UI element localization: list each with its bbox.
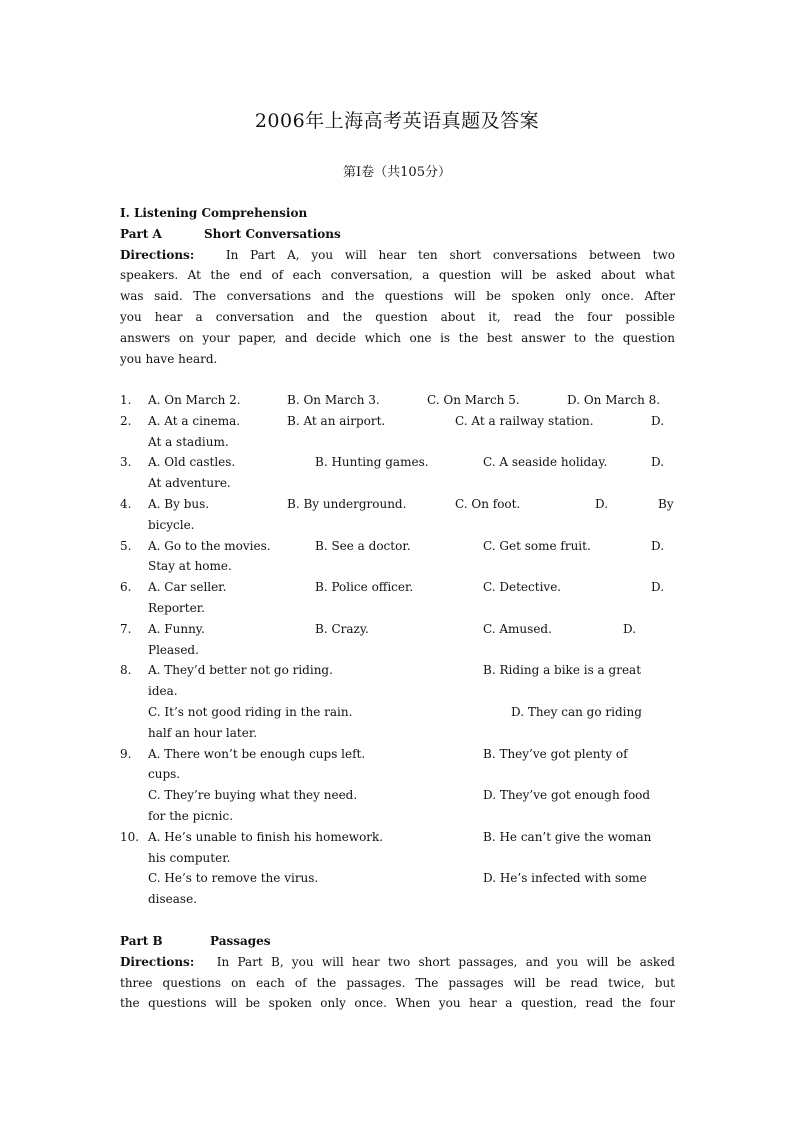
option-b: B. They’ve got plenty of xyxy=(483,746,628,761)
question-item xyxy=(120,619,675,640)
part-a-directions xyxy=(120,245,675,370)
directions-label: Directions: xyxy=(120,247,195,262)
question-continuation: At a stadium. xyxy=(148,434,229,449)
part-b-label: Part B xyxy=(120,934,163,948)
option-c: C. Get some fruit. xyxy=(483,538,591,553)
question-continuation: cups. xyxy=(148,767,181,782)
option-d: D. xyxy=(623,621,637,636)
directions-line xyxy=(120,245,675,266)
section-heading: I. Listening Comprehension xyxy=(120,206,308,220)
question-item xyxy=(120,744,675,765)
option-d-text: By xyxy=(658,496,674,511)
option-b: B. At an airport. xyxy=(287,413,386,428)
question-number: 7. xyxy=(120,621,132,636)
question-number: 8. xyxy=(120,663,132,678)
option-b: B. See a doctor. xyxy=(315,538,411,553)
question-item xyxy=(120,390,675,411)
directions-line: answers on your paper, and decide which one is the best answer to the question xyxy=(120,330,675,345)
question-item xyxy=(120,452,675,473)
option-b: B. He can’t give the woman xyxy=(483,829,652,844)
question-item xyxy=(120,577,675,598)
option-a: A. He’s unable to finish his homework. xyxy=(148,829,384,844)
directions-text: In Part B, you will hear two short passages, and you will be asked xyxy=(216,954,675,969)
question-continuation: idea. xyxy=(148,684,178,699)
question-continuation: his computer. xyxy=(148,850,231,865)
question-continuation: Stay at home. xyxy=(148,559,232,574)
question-number: 1. xyxy=(120,393,132,407)
option-c: C. They’re buying what they need. xyxy=(148,788,358,803)
directions-text: In Part A, you will hear ten short conversations between two xyxy=(225,247,675,262)
part-a-heading xyxy=(120,224,675,245)
option-d: D. xyxy=(651,580,665,595)
option-d: D. They can go riding xyxy=(511,704,642,719)
directions-line: was said. The conversations and the questions will be spoken only once. After xyxy=(120,289,675,304)
directions-line xyxy=(120,952,675,973)
part-b-directions xyxy=(120,952,675,1014)
option-b: B. Riding a bike is a great xyxy=(483,663,642,678)
question-continuation: for the picnic. xyxy=(148,808,234,823)
question-item xyxy=(120,868,675,889)
question-item xyxy=(120,411,675,432)
question-number: 9. xyxy=(120,746,132,761)
option-c: C. It’s not good riding in the rain. xyxy=(148,704,353,719)
option-c: C. At a railway station. xyxy=(455,413,594,428)
option-d: D. xyxy=(651,455,665,470)
option-a: A. Old castles. xyxy=(148,455,236,470)
option-c: C. He’s to remove the virus. xyxy=(148,871,319,886)
question-number: 2. xyxy=(120,413,132,428)
question-item xyxy=(120,702,675,723)
option-b: B. Hunting games. xyxy=(315,455,429,470)
option-b: B. Crazy. xyxy=(315,621,369,636)
option-d: D. They’ve got enough food xyxy=(483,788,651,803)
part-b-name: Passages xyxy=(210,934,271,948)
option-a: A. There won’t be enough cups left. xyxy=(148,746,366,761)
document-title: 2006年上海高考英语真题及答案 xyxy=(254,110,540,132)
directions-line: the questions will be spoken only once. When you hear a question, read the four xyxy=(120,996,675,1011)
option-a: A. Car seller. xyxy=(148,580,227,595)
part-a-name: Short Conversations xyxy=(204,226,341,241)
option-b: B. Police officer. xyxy=(315,580,414,595)
question-continuation: half an hour later. xyxy=(148,725,258,740)
question-item xyxy=(120,660,675,681)
directions-line: speakers. At the end of each conversation, a question will be asked about what xyxy=(120,268,675,283)
option-a: A. They’d better not go riding. xyxy=(148,663,333,678)
question-list xyxy=(120,390,675,910)
option-a: A. On March 2. xyxy=(148,393,241,407)
directions-line: you hear a conversation and the question about it, read the four possible xyxy=(120,309,675,324)
question-item xyxy=(120,785,675,806)
question-number: 5. xyxy=(120,538,132,553)
option-c: C. On March 5. xyxy=(427,393,520,407)
question-number: 3. xyxy=(120,455,132,470)
option-a: A. At a cinema. xyxy=(148,413,241,428)
part-b-section xyxy=(120,931,675,1014)
option-c: C. Amused. xyxy=(483,621,552,636)
directions-label: Directions: xyxy=(120,954,195,969)
option-c: C. Detective. xyxy=(483,580,562,595)
option-a: A. Go to the movies. xyxy=(148,538,271,553)
question-number: 6. xyxy=(120,580,132,595)
option-a: A. Funny. xyxy=(148,621,205,636)
part-b-heading xyxy=(120,931,675,952)
option-d: D. xyxy=(651,413,665,428)
part-a-label: Part A xyxy=(120,226,162,241)
option-d: D. He’s infected with some xyxy=(483,871,647,886)
option-d: D. xyxy=(595,496,609,511)
question-continuation: disease. xyxy=(148,892,198,907)
listening-section xyxy=(120,203,675,369)
option-a: A. By bus. xyxy=(148,496,210,511)
question-continuation: bicycle. xyxy=(148,517,195,532)
directions-line: three questions on each of the passages. The passages will be read twice, but xyxy=(120,975,675,990)
document-subtitle: 第I卷（共105分） xyxy=(343,165,451,180)
question-continuation: Pleased. xyxy=(148,642,199,657)
option-c: C. On foot. xyxy=(455,496,521,511)
option-c: C. A seaside holiday. xyxy=(483,455,608,470)
question-item xyxy=(120,494,675,515)
option-b: B. By underground. xyxy=(287,496,407,511)
question-number: 10. xyxy=(120,829,140,844)
question-continuation: Reporter. xyxy=(148,600,205,615)
question-item xyxy=(120,536,675,557)
question-continuation: At adventure. xyxy=(148,476,231,491)
directions-line: you have heard. xyxy=(120,351,218,366)
question-number: 4. xyxy=(120,496,132,511)
option-b: B. On March 3. xyxy=(287,393,380,407)
option-d: D. xyxy=(651,538,665,553)
question-item xyxy=(120,827,675,848)
option-d: D. On March 8. xyxy=(567,393,661,407)
